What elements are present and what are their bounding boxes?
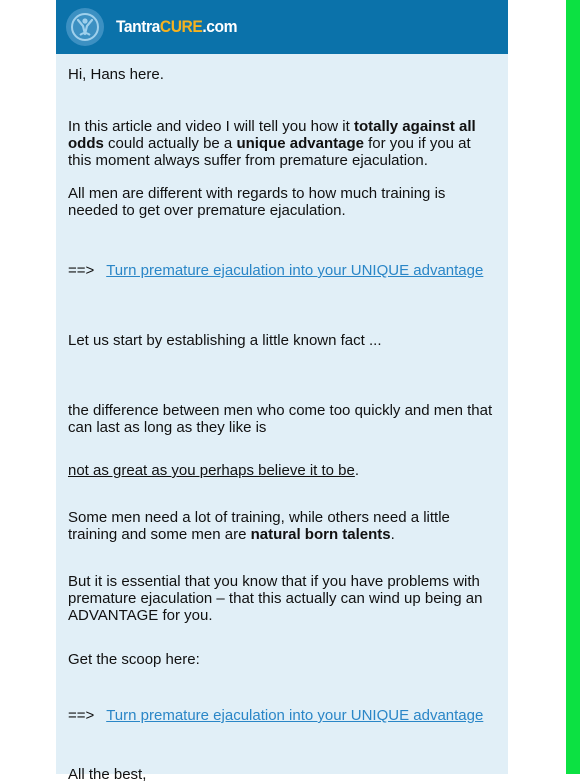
arrow-text: ==> xyxy=(68,707,95,724)
brand-part-cure: CURE xyxy=(159,17,203,36)
signoff-partial: All the best, xyxy=(68,766,147,783)
training-paragraph: All men are different with regards to how much training is needed to get over premature ejaculation. xyxy=(68,185,446,219)
email-body xyxy=(56,0,508,783)
scoop-paragraph: Get the scoop here: xyxy=(68,651,200,668)
intro-text-1: In this article and video I will tell you how it xyxy=(68,118,354,135)
cta-line-1 xyxy=(68,262,498,279)
tantra-logo-icon xyxy=(66,8,104,46)
brand-part-tantra: Tantra xyxy=(116,17,160,36)
training-types-paragraph xyxy=(68,509,498,543)
natural-talents-bold: natural born talents xyxy=(250,526,391,543)
intro-text-3: for you if you at this moment always suffer from premature ejaculation. xyxy=(68,135,471,169)
intro-bold-1: totally against all odds xyxy=(68,118,476,152)
email-header xyxy=(56,0,508,54)
meditating-figure-icon xyxy=(70,12,100,42)
intro-text-2: could actually be a xyxy=(103,135,237,152)
cta-line-2 xyxy=(68,707,498,724)
fact-paragraph: Let us start by establishing a little known fact ... xyxy=(68,332,382,349)
difference-paragraph: the difference between men who come too quickly and men that can last as long as they like is xyxy=(68,402,493,436)
intro-paragraph xyxy=(68,118,498,169)
brand-part-domain: .com xyxy=(202,17,238,36)
training-end: . xyxy=(390,526,395,543)
advantage-paragraph: But it is essential that you know that if you have problems with premature ejaculation – that this actually can wind up being an ADVANTAGE for you. xyxy=(68,573,483,624)
right-edge-bar xyxy=(566,0,580,774)
not-great-paragraph xyxy=(68,462,498,479)
training-text: Some men need a lot of training, while others need a little training and some men are xyxy=(68,509,450,543)
underlined-statement: not as great as you perhaps believe it to be xyxy=(68,462,355,479)
cta-link-1[interactable]: Turn premature ejaculation into your UNIQUE advantage xyxy=(106,262,484,279)
greeting: Hi, Hans here. xyxy=(68,66,164,83)
period: . xyxy=(354,462,360,479)
arrow-text: ==> xyxy=(68,262,95,279)
brand-logo-text[interactable] xyxy=(116,17,237,37)
cta-link-2[interactable]: Turn premature ejaculation into your UNIQUE advantage xyxy=(106,707,484,724)
intro-bold-2: unique advantage xyxy=(236,135,364,152)
